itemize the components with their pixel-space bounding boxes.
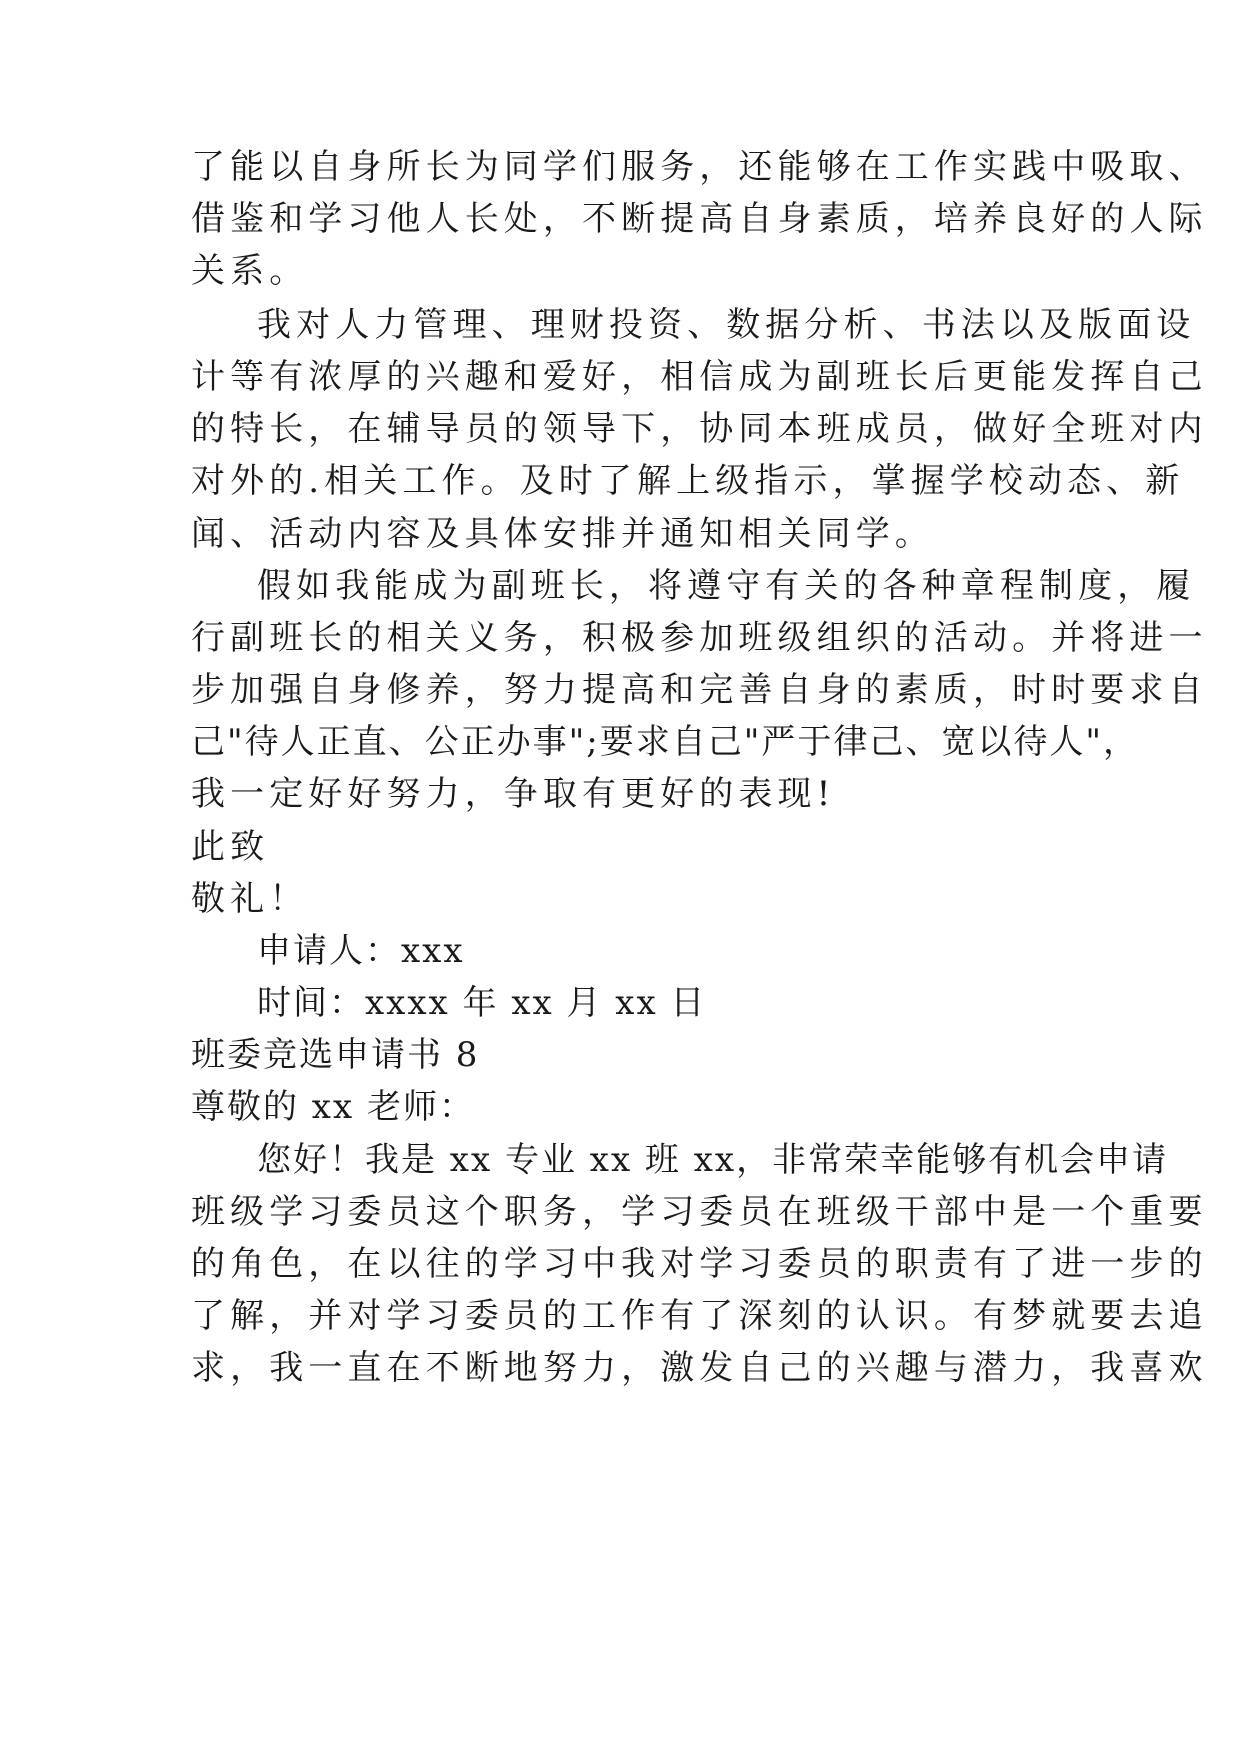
text-line: 关系。 (191, 251, 309, 291)
text-line: 闻、活动内容及具体安排并通知相关同学。 (191, 514, 934, 554)
text-line: 班级学习委员这个职务，学习委员在班级干部中是一个重要 (191, 1192, 1208, 1232)
text-line: 我对人力管理、理财投资、数据分析、书法以及版面设 (257, 305, 1196, 345)
text-line: 我一定好好努力，争取有更好的表现! (191, 774, 836, 814)
text-line: 步加强自身修养，努力提高和完善自身的素质，时时要求自 (191, 670, 1208, 710)
text-line: 您好！我是 xx 专业 xx 班 xx，非常荣幸能够有机会申请 (257, 1140, 1169, 1180)
text-line: 的角色，在以往的学习中我对学习委员的职责有了进一步的 (191, 1244, 1208, 1284)
applicant-line: 申请人：xxx (257, 931, 465, 971)
text-line: 借鉴和学习他人长处，不断提高自身素质，培养良好的人际 (191, 199, 1208, 239)
text-line: 了解，并对学习委员的工作有了深刻的认识。有梦就要去追 (191, 1296, 1208, 1336)
text-line: 行副班长的相关义务，积极参加班级组织的活动。并将进一 (191, 618, 1208, 658)
text-line: 求，我一直在不断地努力，激发自己的兴趣与潜力，我喜欢 (191, 1348, 1208, 1388)
section-title: 班委竞选申请书 8 (191, 1035, 480, 1075)
closing-line: 敬礼！ (191, 879, 309, 919)
text-line: 的特长，在辅导员的领导下，协同本班成员，做好全班对内 (191, 409, 1208, 449)
text-line: 计等有浓厚的兴趣和爱好，相信成为副班长后更能发挥自己 (191, 357, 1208, 397)
text-line: 己"待人正直、公正办事";要求自己"严于律己、宽以待人"， (191, 722, 1140, 762)
closing-line: 此致 (191, 827, 270, 867)
date-line: 时间：xxxx 年 xx 月 xx 日 (257, 983, 707, 1023)
text-line: 对外的.相关工作。及时了解上级指示，掌握学校动态、新 (191, 461, 1185, 501)
text-line: 假如我能成为副班长，将遵守有关的各种章程制度，履 (257, 566, 1196, 606)
salutation-line: 尊敬的 xx 老师： (191, 1087, 475, 1127)
text-line: 了能以自身所长为同学们服务，还能够在工作实践中吸取、 (191, 147, 1208, 187)
